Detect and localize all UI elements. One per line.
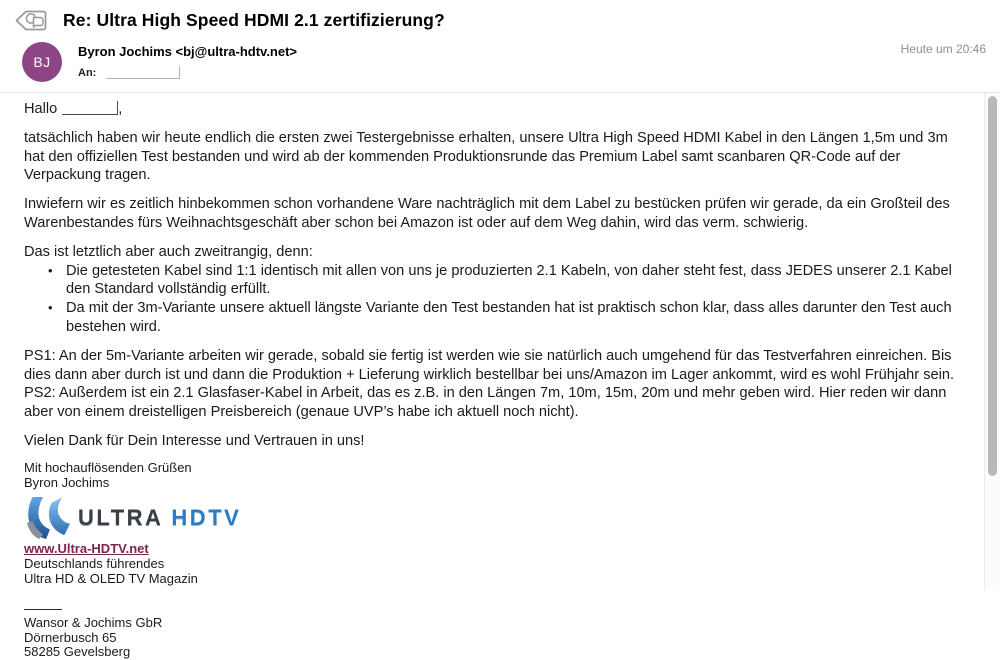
company-city: 58285 Gevelsberg bbox=[24, 644, 131, 660]
avatar-initials: BJ bbox=[33, 54, 51, 70]
thanks-line: Vielen Dank für Dein Interesse und Vertrauen in uns! bbox=[24, 432, 365, 449]
list-intro: Das ist letztlich aber auch zweitrangig, denn: bbox=[24, 243, 313, 260]
list-item bbox=[24, 299, 970, 337]
bullet-dot-icon: • bbox=[48, 262, 53, 278]
bullet-list bbox=[24, 262, 970, 337]
greeting-text: Hallo bbox=[24, 101, 58, 117]
ultra-hdtv-logo bbox=[24, 496, 970, 540]
scrollbar[interactable] bbox=[984, 93, 1000, 590]
signature-tagline-1: Deutschlands führendes bbox=[24, 556, 165, 572]
ps1-paragraph: PS1: An der 5m-Variante arbeiten wir gerade, sobald sie fertig ist werden wie sie natürlich auch umgehend für das Testverfahren einreichen. Bis dies dann aber durch ist und dann die Produktion + Lieferung wirklich bestellbar bei uns/Amazon im Lager ankommt, wird es wohl Frühjahr sein. bbox=[24, 347, 955, 383]
to-recipient-redacted bbox=[106, 66, 180, 79]
bullet-text-1: Die getesteten Kabel sind 1:1 identisch mit allen von uns je produzierten 2.1 Kabeln, von daher steht fest, dass JEDES unserer 2.1 Kabel den Standard vollständig erfüllt. bbox=[66, 262, 952, 298]
list-item bbox=[24, 262, 970, 300]
message-date: Heute um 20:46 bbox=[900, 42, 986, 56]
message-subject: Re: Ultra High Speed HDMI 2.1 zertifizierung? bbox=[63, 10, 445, 30]
to-label: An: bbox=[78, 67, 97, 79]
bullet-dot-icon: • bbox=[48, 300, 53, 316]
body-paragraph-1: tatsächlich haben wir heute endlich die ersten zwei Testergebnisse erhalten, unsere Ultra High Speed HDMI Kabel in den Längen 1,5m und 3m hat den offiziellen Test bestanden und wird ab der kommenden Produktionsrunde das Premium Label samt scanbaren QR-Code auf der Verpackung tragen. bbox=[24, 129, 948, 184]
signature-tagline-2: Ultra HD & OLED TV Magazin bbox=[24, 570, 198, 586]
bullet-text-2: Da mit der 3m-Variante unsere aktuell längste Variante den Test bestanden hat ist praktisch schon klar, dass alles darunter den Test auch bestehen wird. bbox=[66, 300, 952, 335]
scrollbar-thumb[interactable] bbox=[988, 96, 997, 476]
message-body bbox=[0, 93, 984, 660]
sender-name[interactable]: Byron Jochims <bj@ultra-hdtv.net> bbox=[78, 44, 298, 59]
logo-text-hdtv: HDTV bbox=[171, 504, 242, 530]
company-name: Wansor & Jochims GbR bbox=[24, 614, 163, 630]
ps2-paragraph: PS2: Außerdem ist ein 2.1 Glasfaser-Kabel in Arbeit, das es z.B. in den Längen 7m, 10m, 15m, 20m und mehr geben wird. Hier reden wir dann aber von einem dreistelligen Preisbereich (genaue UVP’s habe ich aktuell noch nicht). bbox=[24, 385, 947, 421]
signature-block bbox=[24, 461, 970, 660]
body-paragraph-2: Inwiefern wir es zeitlich hinbekommen schon vorhandene Ware nachträglich mit dem Label zu bestücken prüfen wir gerade, da ein Großteil des Warenbestandes fürs Weihnachtsgeschäft aber schon bei Amazon ist oder auf dem Weg dahin, wird das verm. schwierig. bbox=[24, 196, 950, 231]
to-row bbox=[78, 66, 297, 79]
signature-closing: Mit hochauflösenden Grüßen bbox=[24, 459, 192, 475]
greeting-line bbox=[24, 100, 970, 119]
sender-avatar[interactable] bbox=[22, 42, 62, 82]
greeting-suffix: , bbox=[118, 101, 123, 117]
greeting-name-redacted bbox=[62, 101, 118, 115]
signature-name: Byron Jochims bbox=[24, 474, 110, 490]
replied-tag-icon bbox=[12, 8, 49, 33]
message-header bbox=[0, 0, 1000, 92]
company-street: Dörnerbusch 65 bbox=[24, 629, 117, 645]
ultra-hdtv-logo-icon bbox=[24, 496, 72, 540]
logo-text-ultra: ULTRA bbox=[78, 504, 164, 530]
website-link[interactable]: www.Ultra-HDTV.net bbox=[24, 541, 149, 557]
signature-divider bbox=[24, 609, 62, 610]
subject-row bbox=[12, 8, 445, 33]
sender-block bbox=[78, 44, 297, 79]
